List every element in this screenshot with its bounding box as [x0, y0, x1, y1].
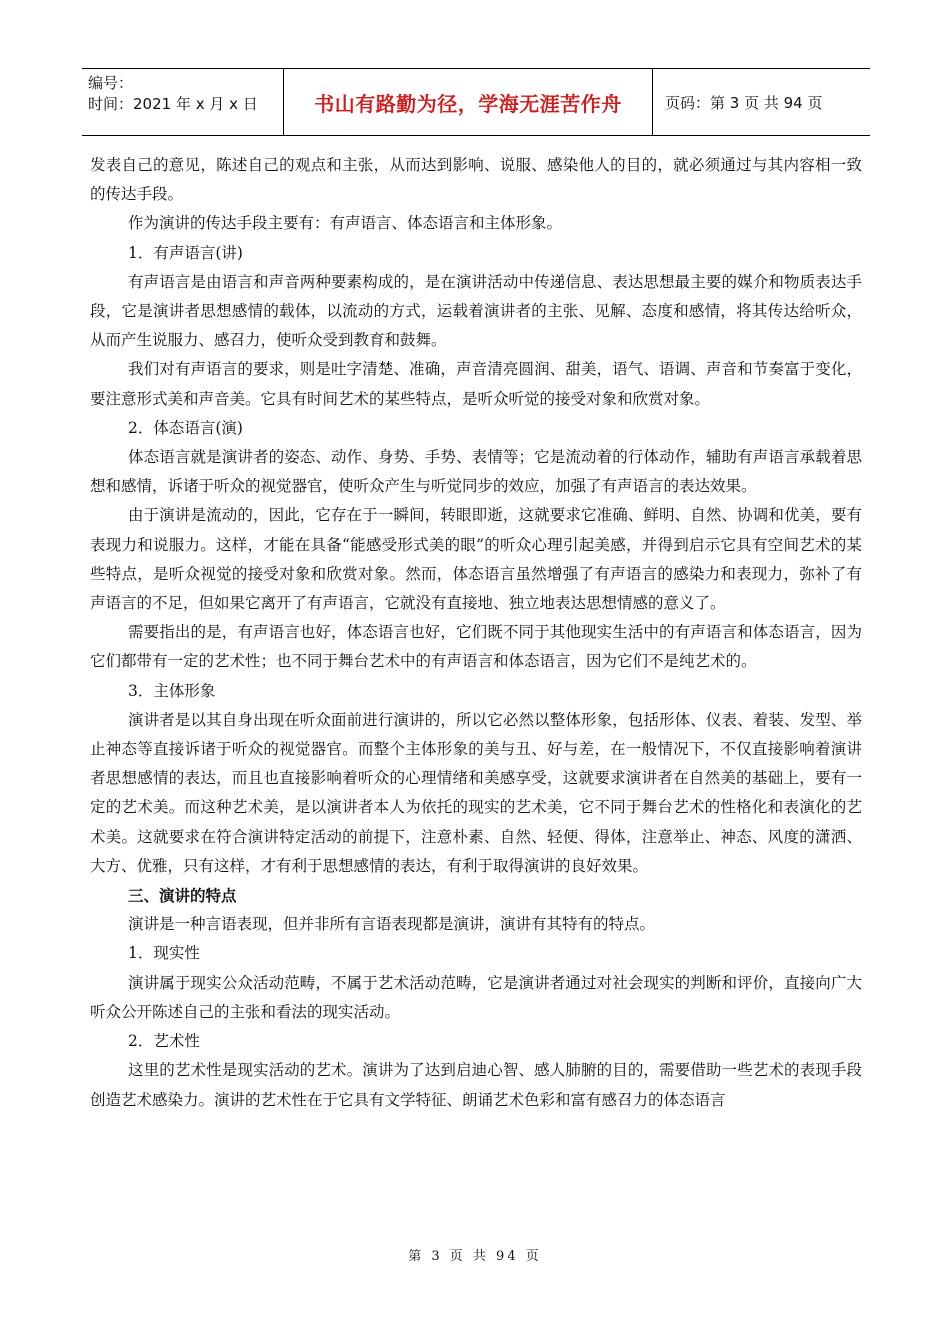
header-motto: 书山有路勤为径，学海无涯苦作舟 — [314, 91, 622, 116]
header-meta — [82, 69, 283, 135]
subheading: 1．有声语言(讲) — [128, 243, 243, 262]
paragraph: 这里的艺术性是现实活动的艺术。演讲为了达到启迪心智、感人肺腑的目的，需要借助一些艺术的表现手段创造艺术感染力。演讲的艺术性在于它具有文学特征、朗诵艺术色彩和富有感召力的体态语言 — [90, 1061, 862, 1109]
document-body — [90, 151, 862, 1115]
subheading: 1．现实性 — [128, 944, 200, 963]
paragraph: 演讲是一种言语表现，但并非所有言语表现都是演讲，演讲有其特有的特点。 — [128, 915, 656, 934]
serial-label: 编号： — [88, 74, 134, 92]
page-code-text: 页码：第 3 页 共 94 页 — [665, 93, 823, 112]
subheading: 2．艺术性 — [128, 1032, 200, 1051]
paragraph: 演讲者是以其自身出现在听众面前进行演讲的，所以它必然以整体形象，包括形体、仪表、着装、发型、举止神态等直接诉诸于听众的视觉器官。而整个主体形象的美与丑、好与差，在一般情况下，不仅直接影响着演讲者思想感情的表达，而且也直接影响着听众的心理情绪和美感享受，这就要求演讲者在自然美的基础上，要有一定的艺术美。而这种艺术美，是以演讲者本人为依托的现实的艺术美，它不同于舞台艺术的性格化和表演化的艺术美。这就要求在符合演讲特定活动的前提下，注意朴素、自然、轻便、得体，注意举止、神态、风度的潇洒、大方、优雅，只有这样，才有利于思想感情的表达，有利于取得演讲的良好效果。 — [90, 710, 862, 875]
header-motto-cell — [283, 69, 653, 135]
time-line: 时间：2021 年 x 月 x 日 — [88, 95, 258, 113]
page-header — [82, 68, 870, 136]
paragraph: 体态语言就是演讲者的姿态、动作、身势、手势、表情等；它是流动着的行体动作，辅助有声语言承载着思想和感情，诉诸于听众的视觉器官，使听众产生与听觉同步的效应，加强了有声语言的表达效果。 — [90, 448, 862, 496]
header-page-code — [653, 69, 870, 135]
paragraph: 作为演讲的传达手段主要有：有声语言、体态语言和主体形象。 — [128, 214, 563, 233]
paragraph: 发表自己的意见，陈述自己的观点和主张，从而达到影响、说服、感染他人的目的，就必须通过与其内容相一致的传达手段。 — [90, 156, 862, 204]
section-heading: 三、演讲的特点 — [128, 886, 237, 906]
paragraph: 有声语言是由语言和声音两种要素构成的，是在演讲活动中传递信息、表达思想最主要的媒介和物质表达手段，它是演讲者思想感情的载体，以流动的方式，运载着演讲者的主张、见解、态度和感情，将其传达给听众，从而产生说服力、感召力，使听众受到教育和鼓舞。 — [90, 272, 862, 350]
subheading: 2．体态语言(演) — [128, 418, 243, 437]
page-footer: 第 3 页 共 94 页 — [408, 1249, 542, 1264]
paragraph: 我们对有声语言的要求，则是吐字清楚、准确，声音清亮圆润、甜美，语气、语调、声音和节奏富于变化，要注意形式美和声音美。它具有时间艺术的某些特点，是听众听觉的接受对象和欣赏对象。 — [90, 360, 862, 408]
paragraph: 需要指出的是，有声语言也好，体态语言也好，它们既不同于其他现实生活中的有声语言和体态语言，因为它们都带有一定的艺术性；也不同于舞台艺术中的有声语言和体态语言，因为它们不是纯艺术的。 — [90, 623, 862, 671]
subheading: 3．主体形象 — [128, 681, 216, 700]
paragraph: 演讲属于现实公众活动范畴，不属于艺术活动范畴，它是演讲者通过对社会现实的判断和评价，直接向广大听众公开陈述自己的主张和看法的现实活动。 — [90, 973, 862, 1021]
paragraph: 由于演讲是流动的，因此，它存在于一瞬间，转眼即逝，这就要求它准确、鲜明、自然、协调和优美，要有表现力和说服力。这样，才能在具备“能感受形式美的眼”的听众心理引起美感，并得到启示它具有空间艺术的某些特点，是听众视觉的接受对象和欣赏对象。然而，体态语言虽然增强了有声语言的感染力和表现力，弥补了有声语言的不足，但如果它离开了有声语言，它就没有直接地、独立地表达思想情感的意义了。 — [90, 506, 862, 613]
